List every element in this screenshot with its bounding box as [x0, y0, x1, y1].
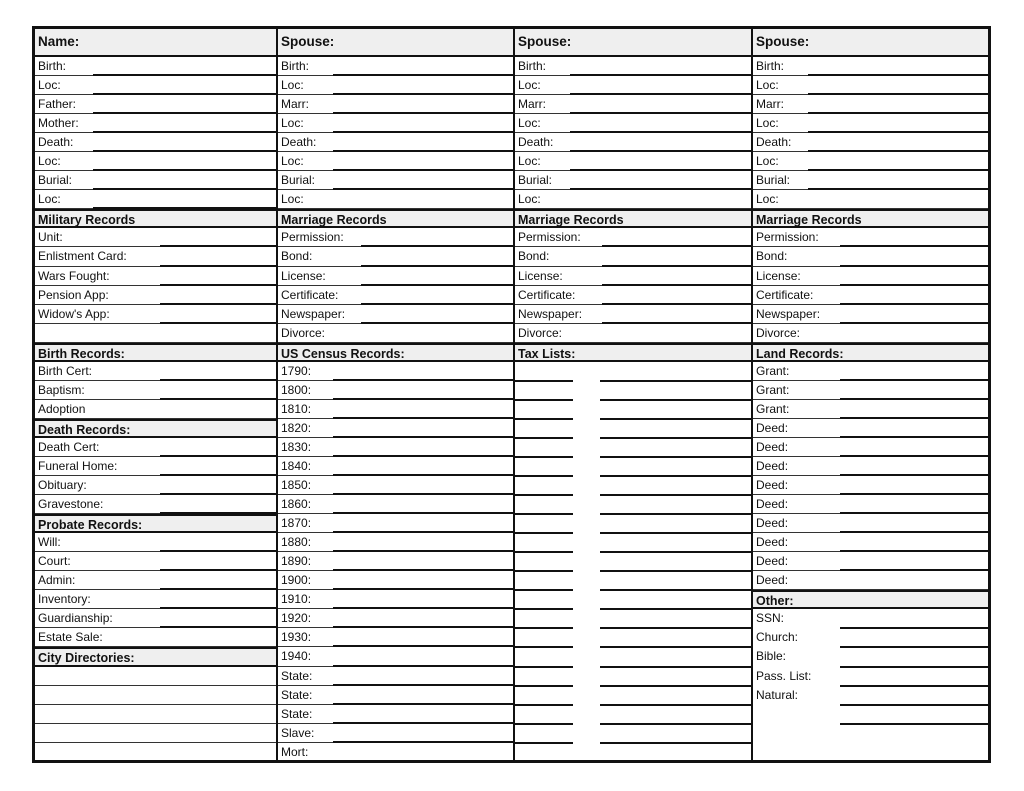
field-row[interactable]: [753, 286, 988, 305]
field-label: 1820:: [281, 420, 312, 435]
field-row[interactable]: [35, 267, 276, 286]
city-directory-entry-row[interactable]: [35, 686, 276, 705]
tax-list-entry-row[interactable]: [515, 628, 751, 647]
field-row[interactable]: [515, 324, 751, 343]
field-label: Pass. List:: [756, 668, 812, 683]
field-row[interactable]: [278, 609, 513, 628]
field-label: Loc:: [281, 154, 304, 169]
field-row[interactable]: [753, 76, 988, 95]
field-label: Loc:: [38, 78, 61, 93]
field-label: Deed:: [756, 458, 789, 473]
field-row[interactable]: [753, 267, 988, 286]
field-row[interactable]: [753, 57, 988, 76]
field-row[interactable]: [278, 95, 513, 114]
field-row[interactable]: [35, 533, 276, 552]
field-row[interactable]: [753, 114, 988, 133]
field-label: Permission:: [518, 230, 581, 245]
field-row[interactable]: [35, 457, 276, 476]
spouse-header: Spouse:: [515, 29, 751, 57]
field-row[interactable]: [278, 190, 513, 209]
field-row[interactable]: [753, 190, 988, 209]
field-row[interactable]: [515, 57, 751, 76]
field-label: Church:: [756, 630, 799, 645]
field-row[interactable]: [515, 190, 751, 209]
field-row[interactable]: [35, 286, 276, 305]
field-row[interactable]: [753, 686, 988, 705]
field-label: Widow's App:: [38, 306, 110, 321]
field-row[interactable]: [515, 133, 751, 152]
field-label: Father:: [38, 97, 77, 112]
field-label: 1870:: [281, 516, 312, 531]
field-row[interactable]: [278, 571, 513, 590]
field-row[interactable]: [515, 228, 751, 247]
field-row[interactable]: [753, 400, 988, 419]
field-label: License:: [518, 268, 563, 283]
field-row[interactable]: [753, 609, 988, 628]
tax-list-entry-row[interactable]: [515, 609, 751, 628]
field-row[interactable]: [753, 628, 988, 647]
field-row[interactable]: [753, 438, 988, 457]
field-row[interactable]: [278, 628, 513, 647]
field-row[interactable]: [278, 705, 513, 724]
field-row[interactable]: [35, 628, 276, 647]
field-label: Guardianship:: [38, 611, 113, 626]
field-label: 1850:: [281, 478, 312, 493]
field-row[interactable]: [278, 400, 513, 419]
city-directory-entry-row[interactable]: [35, 743, 276, 762]
field-row[interactable]: [278, 438, 513, 457]
tax-list-entry-row[interactable]: [515, 686, 751, 705]
field-row[interactable]: [278, 495, 513, 514]
field-row[interactable]: [753, 667, 988, 686]
tax-list-entry-row[interactable]: [515, 400, 751, 419]
field-row[interactable]: [753, 324, 988, 343]
tax-list-entry-row[interactable]: [515, 457, 751, 476]
field-row[interactable]: [35, 609, 276, 628]
field-label: Admin:: [38, 573, 76, 588]
field-row[interactable]: [278, 590, 513, 609]
field-row[interactable]: [35, 438, 276, 457]
field-label: Obituary:: [38, 478, 87, 493]
field-label: 1860:: [281, 497, 312, 512]
field-row[interactable]: [278, 514, 513, 533]
field-label: Funeral Home:: [38, 458, 118, 473]
field-label: Loc:: [756, 116, 779, 131]
blank-row[interactable]: [753, 705, 988, 724]
field-label: Birth Cert:: [38, 363, 93, 378]
field-row[interactable]: [753, 647, 988, 666]
write-in-line[interactable]: [840, 723, 988, 725]
field-label: Divorce:: [518, 325, 563, 340]
field-label: Gravestone:: [38, 497, 104, 512]
field-row[interactable]: [35, 171, 276, 190]
tax-list-entry-row[interactable]: [515, 514, 751, 533]
tax-list-entry-row[interactable]: [515, 476, 751, 495]
field-label: Death:: [518, 135, 554, 150]
field-label: Mort:: [281, 744, 309, 759]
field-row[interactable]: [278, 76, 513, 95]
field-label: Loc:: [756, 192, 779, 207]
field-label: 1890:: [281, 554, 312, 569]
field-label: Certificate:: [281, 287, 339, 302]
field-label: Marr:: [756, 97, 784, 112]
military-records-header: Military Records: [35, 209, 276, 228]
marriage-records-header: Marriage Records: [753, 209, 988, 228]
field-label: Divorce:: [756, 325, 801, 340]
field-label: Marr:: [281, 97, 309, 112]
field-row[interactable]: [35, 228, 276, 247]
field-row[interactable]: [515, 305, 751, 324]
field-row[interactable]: [35, 552, 276, 571]
field-row[interactable]: [753, 381, 988, 400]
column-spouse-1: [276, 29, 513, 760]
field-label: Wars Fought:: [38, 268, 110, 283]
tax-list-entry-row[interactable]: [515, 705, 751, 724]
city-directory-entry-row[interactable]: [35, 667, 276, 686]
field-row[interactable]: [278, 247, 513, 266]
field-label: 1930:: [281, 630, 312, 645]
field-label: Mother:: [38, 116, 79, 131]
field-label: Loc:: [518, 192, 541, 207]
field-label: Loc:: [518, 154, 541, 169]
tax-list-entry-row[interactable]: [515, 381, 751, 400]
field-row[interactable]: [515, 247, 751, 266]
write-in-line[interactable]: [160, 512, 276, 514]
field-row[interactable]: [753, 476, 988, 495]
field-row[interactable]: [515, 95, 751, 114]
field-row[interactable]: [35, 476, 276, 495]
field-label: Newspaper:: [756, 306, 821, 321]
field-label: Natural:: [756, 687, 799, 702]
field-row[interactable]: [753, 95, 988, 114]
field-label: Court:: [38, 554, 71, 569]
field-row[interactable]: [753, 362, 988, 381]
field-row[interactable]: [278, 647, 513, 666]
field-label: License:: [756, 268, 801, 283]
field-label: Loc:: [38, 154, 61, 169]
field-row[interactable]: [278, 305, 513, 324]
field-row[interactable]: [753, 571, 988, 590]
field-label: 1920:: [281, 611, 312, 626]
field-row[interactable]: [278, 743, 513, 762]
blank-row[interactable]: [35, 324, 276, 343]
field-label: Grant:: [756, 382, 790, 397]
field-label: Deed:: [756, 554, 789, 569]
field-row[interactable]: [753, 152, 988, 171]
field-row[interactable]: [35, 495, 276, 514]
field-row[interactable]: [278, 667, 513, 686]
write-in-line[interactable]: [93, 207, 276, 209]
field-label: Loc:: [756, 154, 779, 169]
tax-lists-header: Tax Lists:: [515, 343, 751, 362]
field-row[interactable]: [278, 114, 513, 133]
field-label: Pension App:: [38, 287, 109, 302]
field-label: 1830:: [281, 439, 312, 454]
field-label: Baptism:: [38, 382, 85, 397]
blank-area[interactable]: [753, 724, 988, 760]
field-row[interactable]: [753, 419, 988, 438]
tax-list-entry-row[interactable]: [515, 438, 751, 457]
field-row[interactable]: [753, 228, 988, 247]
field-label: Grant:: [756, 363, 790, 378]
tax-list-entry-row[interactable]: [515, 533, 751, 552]
field-label: Estate Sale:: [38, 630, 103, 645]
field-label: Deed:: [756, 439, 789, 454]
field-row[interactable]: [278, 324, 513, 343]
field-row[interactable]: [35, 400, 276, 419]
field-label: 1800:: [281, 382, 312, 397]
field-label: 1880:: [281, 535, 312, 550]
field-label: SSN:: [756, 611, 785, 626]
field-row[interactable]: [35, 133, 276, 152]
field-label: Birth:: [281, 59, 310, 73]
field-row[interactable]: [278, 686, 513, 705]
column-spouse-2: [513, 29, 751, 760]
column-person: [35, 29, 276, 760]
field-row[interactable]: [278, 286, 513, 305]
field-row[interactable]: [278, 152, 513, 171]
field-label: Loc:: [518, 116, 541, 131]
field-label: Newspaper:: [281, 306, 346, 321]
tax-list-entry-row[interactable]: [515, 647, 751, 666]
field-row[interactable]: [278, 133, 513, 152]
field-row[interactable]: [35, 247, 276, 266]
field-label: Birth:: [756, 59, 785, 73]
field-row[interactable]: [35, 152, 276, 171]
field-label: Loc:: [281, 192, 304, 207]
field-row[interactable]: [753, 495, 988, 514]
land-records-header: Land Records:: [753, 343, 988, 362]
field-label: Adoption: [38, 401, 86, 416]
field-label: Burial:: [281, 173, 316, 188]
field-row[interactable]: [278, 419, 513, 438]
field-row[interactable]: [278, 476, 513, 495]
field-label: Birth:: [518, 59, 547, 73]
tax-list-entry-row[interactable]: [515, 724, 751, 743]
field-row[interactable]: [278, 171, 513, 190]
city-directory-entry-row[interactable]: [35, 705, 276, 724]
field-row[interactable]: [278, 533, 513, 552]
field-row[interactable]: [278, 381, 513, 400]
spouse-header: Spouse:: [753, 29, 988, 57]
field-row[interactable]: [515, 267, 751, 286]
field-label: 1940:: [281, 649, 312, 664]
field-row[interactable]: [753, 514, 988, 533]
field-row[interactable]: [753, 247, 988, 266]
city-directories-header: City Directories:: [35, 647, 276, 666]
us-census-header: US Census Records:: [278, 343, 513, 362]
tax-list-entry-row[interactable]: [515, 571, 751, 590]
field-label: Loc:: [518, 78, 541, 93]
field-row[interactable]: [515, 286, 751, 305]
field-label: Unit:: [38, 230, 63, 245]
field-label: Deed:: [756, 497, 789, 512]
field-label: Inventory:: [38, 592, 91, 607]
field-row[interactable]: [753, 133, 988, 152]
field-label: Newspaper:: [518, 306, 583, 321]
field-row[interactable]: [278, 552, 513, 571]
tax-list-entry-row[interactable]: [515, 590, 751, 609]
tax-list-entry-row[interactable]: [515, 667, 751, 686]
field-row[interactable]: [35, 95, 276, 114]
field-label: Burial:: [38, 173, 73, 188]
field-row[interactable]: [35, 571, 276, 590]
field-label: Deed:: [756, 573, 789, 588]
field-row[interactable]: [515, 114, 751, 133]
field-row[interactable]: [278, 362, 513, 381]
field-label: Enlistment Card:: [38, 249, 127, 264]
field-row[interactable]: [753, 171, 988, 190]
marriage-records-header: Marriage Records: [515, 209, 751, 228]
city-directory-entry-row[interactable]: [35, 724, 276, 743]
field-row[interactable]: [753, 305, 988, 324]
field-label: Marr:: [518, 97, 546, 112]
tax-list-entry-row[interactable]: [515, 362, 751, 381]
research-worksheet: [32, 26, 991, 763]
field-row[interactable]: [515, 76, 751, 95]
field-label: Certificate:: [518, 287, 576, 302]
name-header: Name:: [35, 29, 276, 57]
field-label: Deed:: [756, 535, 789, 550]
field-label: Death:: [38, 135, 74, 150]
tax-list-entry-row[interactable]: [515, 552, 751, 571]
spouse-header: Spouse:: [278, 29, 513, 57]
probate-records-header: Probate Records:: [35, 514, 276, 533]
field-row[interactable]: [515, 152, 751, 171]
tax-list-entry-row[interactable]: [515, 495, 751, 514]
field-label: Permission:: [756, 230, 819, 245]
field-label: License:: [281, 268, 326, 283]
field-row[interactable]: [35, 76, 276, 95]
field-label: 1840:: [281, 458, 312, 473]
field-label: Burial:: [518, 173, 553, 188]
death-records-header: Death Records:: [35, 419, 276, 438]
field-row[interactable]: [515, 171, 751, 190]
field-row[interactable]: [278, 228, 513, 247]
field-label: State:: [281, 706, 313, 721]
field-label: Deed:: [756, 420, 789, 435]
field-row[interactable]: [278, 457, 513, 476]
field-label: State:: [281, 668, 313, 683]
field-label: Bond:: [518, 249, 550, 264]
field-label: Death:: [756, 135, 792, 150]
field-label: Permission:: [281, 230, 344, 245]
field-row[interactable]: [35, 57, 276, 76]
field-label: Birth:: [38, 59, 67, 73]
birth-records-header: Birth Records:: [35, 343, 276, 362]
other-header: Other:: [753, 590, 988, 609]
field-label: Certificate:: [756, 287, 814, 302]
marriage-records-header: Marriage Records: [278, 209, 513, 228]
field-row[interactable]: [753, 533, 988, 552]
field-label: 1790:: [281, 363, 312, 378]
tax-list-entry-row[interactable]: [515, 743, 751, 762]
field-row[interactable]: [753, 552, 988, 571]
field-row[interactable]: [35, 381, 276, 400]
column-spouse-3: [751, 29, 988, 760]
field-label: 1910:: [281, 592, 312, 607]
field-label: Divorce:: [281, 325, 326, 340]
field-label: Will:: [38, 535, 61, 550]
field-row[interactable]: [278, 57, 513, 76]
field-label: Burial:: [756, 173, 791, 188]
field-label: Loc:: [756, 78, 779, 93]
field-row[interactable]: [35, 590, 276, 609]
field-row[interactable]: [35, 305, 276, 324]
field-label: Grant:: [756, 401, 790, 416]
field-row[interactable]: [278, 267, 513, 286]
field-label: 1810:: [281, 401, 312, 416]
field-row[interactable]: [35, 114, 276, 133]
field-label: Loc:: [281, 116, 304, 131]
field-row[interactable]: [35, 190, 276, 209]
field-label: Loc:: [281, 78, 304, 93]
field-label: Death:: [281, 135, 317, 150]
field-label: Slave:: [281, 725, 315, 740]
field-row[interactable]: [753, 457, 988, 476]
field-label: Deed:: [756, 516, 789, 531]
field-label: Loc:: [38, 192, 61, 207]
field-label: Deed:: [756, 478, 789, 493]
field-label: Bible:: [756, 649, 787, 664]
field-label: Bond:: [756, 249, 788, 264]
field-label: 1900:: [281, 573, 312, 588]
field-label: Death Cert:: [38, 439, 100, 454]
field-label: Bond:: [281, 249, 313, 264]
tax-list-entry-row[interactable]: [515, 419, 751, 438]
field-row[interactable]: [35, 362, 276, 381]
field-row[interactable]: [278, 724, 513, 743]
field-label: State:: [281, 687, 313, 702]
